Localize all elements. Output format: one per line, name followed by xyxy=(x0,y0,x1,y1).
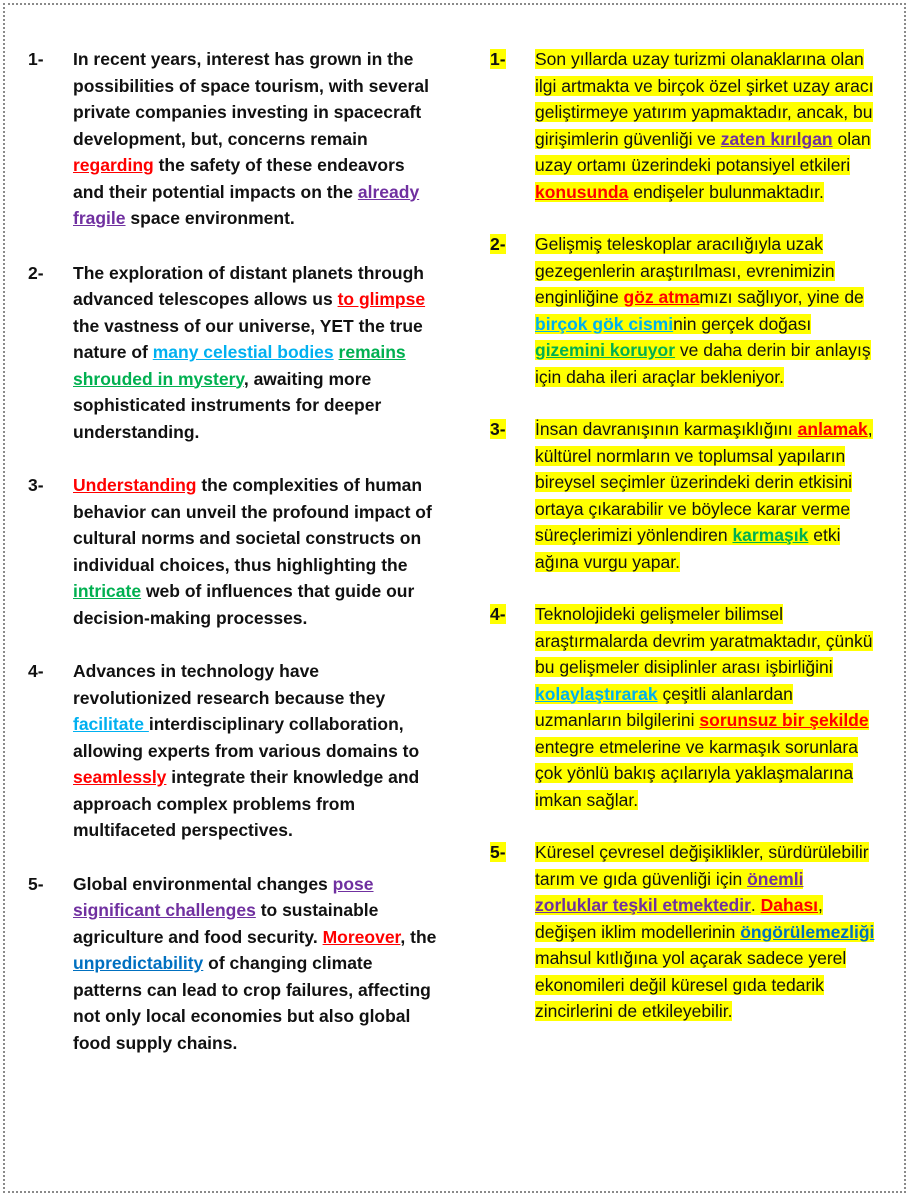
turkish-item-number xyxy=(490,839,535,1025)
text-segment: , değişen iklim modellerinin xyxy=(535,895,823,942)
text-segment: Küresel çevresel değişiklikler, sürdürülebilir tarım ve gıda güvenliği için xyxy=(535,842,869,889)
turkish-item-number xyxy=(490,46,535,205)
highlighted-phrase: Dahası xyxy=(760,895,819,915)
english-item-text xyxy=(73,472,438,631)
english-item-text xyxy=(73,658,438,844)
highlighted-phrase: pose significant challenges xyxy=(73,873,374,920)
turkish-item-text xyxy=(535,46,880,205)
item-number-label: 4- xyxy=(490,604,506,624)
text-segment: entegre etmelerine ve karmaşık sorunlara çok yönlü bakış açılarıyla yaklaşmalarına imkan sağlar. xyxy=(535,736,858,810)
item-number-label: 3- xyxy=(28,475,44,495)
english-item-number xyxy=(28,472,73,631)
english-item-text xyxy=(73,871,438,1057)
item-number-label: 4- xyxy=(28,661,44,681)
text-segment: mızı sağlıyor, yine de xyxy=(699,287,864,307)
item-number-label: 2- xyxy=(28,262,44,283)
text-segment: to sustainable agriculture and food security. xyxy=(73,900,379,947)
highlighted-phrase: many celestial bodies xyxy=(152,342,334,362)
highlighted-phrase: Understanding xyxy=(73,475,197,495)
highlighted-phrase: Moreover xyxy=(322,926,401,947)
english-item-3 xyxy=(28,472,438,631)
text-segment: the vastness of our universe, YET the true nature of xyxy=(73,315,423,362)
highlighted-phrase: öngörülemezliği xyxy=(740,921,875,942)
turkish-item-text xyxy=(535,839,880,1025)
english-item-5 xyxy=(28,871,438,1057)
highlighted-phrase: önemli zorluklar teşkil etmektedir xyxy=(535,868,804,915)
text-segment: the complexities of human behavior can unveil the profound impact of cultural norms and societal constructs on individual choices, thus highlighting the xyxy=(73,475,432,575)
english-item-1 xyxy=(28,46,438,232)
text-segment: nin gerçek doğası xyxy=(673,313,812,334)
text-segment: endişeler bulunmaktadır. xyxy=(628,181,824,202)
highlighted-phrase: sorunsuz bir şekilde xyxy=(699,710,869,730)
turkish-item-text xyxy=(535,601,880,813)
text-segment: Son yıllarda uzay turizmi olanaklarına olan ilgi artmakta ve birçok özel şirket uzay aracı geliştirmeye yatırım yapmaktadır, ancak, bu girişimlerin güvenliği ve xyxy=(535,49,874,149)
turkish-item-4 xyxy=(490,601,880,813)
item-number-label: 5- xyxy=(28,873,44,894)
text-segment: çeşitli alanlardan uzmanların bilgilerini xyxy=(535,683,793,730)
english-item-2 xyxy=(28,260,438,446)
highlighted-phrase: unpredictability xyxy=(73,953,204,973)
text-segment: mahsul kıtlığına yol açarak sadece yerel ekonomileri değil küresel gıda tedarik zincirlerini de etkileyebilir. xyxy=(535,948,847,1021)
highlighted-phrase: facilitate xyxy=(73,714,149,734)
highlighted-phrase: gizemini koruyor xyxy=(535,340,676,360)
text-segment: İnsan davranışının karmaşıklığını xyxy=(535,419,798,439)
english-item-number xyxy=(28,46,73,232)
highlighted-phrase: kolaylaştırarak xyxy=(535,683,658,704)
text-segment: web of influences that guide our decision-making processes. xyxy=(73,581,415,628)
turkish-item-5 xyxy=(490,839,880,1025)
text-segment: interdisciplinary collaboration, allowing experts from various domains to xyxy=(73,714,420,761)
english-item-number xyxy=(28,260,73,446)
text-segment: etki ağına vurgu yapar. xyxy=(535,525,841,572)
text-segment: . xyxy=(750,895,761,915)
turkish-column xyxy=(490,46,880,1051)
text-segment: olan uzay ortamı üzerindeki potansiyel etkileri xyxy=(535,128,871,175)
text-segment: Gelişmiş teleskoplar aracılığıyla uzak gezegenlerin araştırılması, evrenimizin enginliğine xyxy=(535,234,835,307)
turkish-item-text xyxy=(535,231,880,390)
item-number-label: 5- xyxy=(490,842,506,862)
text-segment: Global environmental changes xyxy=(73,873,333,894)
text-segment: , awaiting more sophisticated instruments for deeper understanding. xyxy=(73,368,382,442)
highlighted-phrase: regarding xyxy=(73,155,154,175)
turkish-item-number xyxy=(490,416,535,575)
text-segment: , kültürel normların ve toplumsal yapıların bireysel seçimler üzerindeki derin etkisini ortaya çıkarabilir ve böylece karar verme süreçlerimizi yönlendiren xyxy=(535,419,873,545)
text-segment: ve daha derin bir anlayış için daha ileri araçlar bekleniyor. xyxy=(535,340,871,387)
text-segment: , the xyxy=(400,926,437,947)
turkish-item-number xyxy=(490,601,535,813)
highlighted-phrase: zaten kırılgan xyxy=(720,128,833,149)
highlighted-phrase: seamlessly xyxy=(73,767,167,787)
highlighted-phrase: intricate xyxy=(73,581,142,601)
text-segment: space environment. xyxy=(125,208,295,228)
highlighted-phrase: to glimpse xyxy=(337,289,426,309)
highlighted-phrase: birçok gök cismi xyxy=(535,313,674,334)
text-segment: Teknolojideki gelişmeler bilimsel araştırmalarda devrim yaratmaktadır, çünkü bu gelişmeler disiplinler arası işbirliğini xyxy=(535,604,873,677)
text-segment: of changing climate patterns can lead to crop failures, affecting not only local economies but also global food supply chains. xyxy=(73,953,431,1053)
turkish-item-2 xyxy=(490,231,880,390)
english-item-text xyxy=(73,46,438,232)
item-number-label: 3- xyxy=(490,419,506,439)
item-number-label: 1- xyxy=(490,49,506,69)
highlighted-phrase: göz atma xyxy=(623,287,700,307)
english-column xyxy=(28,46,438,1082)
highlighted-phrase: remains shrouded in mystery xyxy=(73,342,406,389)
item-number-label: 2- xyxy=(490,234,506,254)
item-number-label: 1- xyxy=(28,49,44,69)
english-item-4 xyxy=(28,658,438,844)
highlighted-phrase: already fragile xyxy=(73,181,420,228)
text-segment: Advances in technology have revolutionized research because they xyxy=(73,661,386,708)
text-segment: The exploration of distant planets through advanced telescopes allows us xyxy=(73,262,424,309)
highlighted-phrase: anlamak xyxy=(797,419,868,439)
turkish-item-1 xyxy=(490,46,880,205)
english-item-text xyxy=(73,260,438,446)
turkish-item-number xyxy=(490,231,535,390)
highlighted-phrase: karmaşık xyxy=(732,525,809,545)
text-segment: the safety of these endeavors and their potential impacts on the xyxy=(73,155,405,202)
highlighted-phrase: konusunda xyxy=(535,181,629,202)
english-item-number xyxy=(28,871,73,1057)
turkish-item-text xyxy=(535,416,880,575)
text-segment: integrate their knowledge and approach complex problems from multifaceted perspectives. xyxy=(73,767,420,840)
text-segment: In recent years, interest has grown in the possibilities of space tourism, with several private companies investing in spacecraft development, but, concerns remain xyxy=(73,49,429,149)
english-item-number xyxy=(28,658,73,844)
turkish-item-3 xyxy=(490,416,880,575)
